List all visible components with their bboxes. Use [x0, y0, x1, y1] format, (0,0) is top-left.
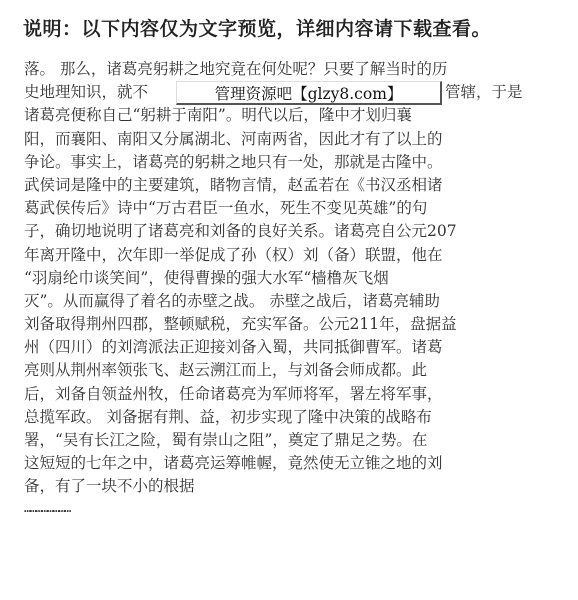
text-line: 这短短的七年之中，诸葛亮运筹帷幄，竟然使无立锥之地的刘 [24, 454, 443, 473]
text-line: 州（四川）的刘湾派法正迎接刘备入蜀，共同抵御曹军。诸葛 [24, 338, 443, 357]
text-line: 武侯词是隆中的主要建筑，睹物言情，赵孟若在《书汉丞相诸 [24, 175, 443, 194]
document-body [24, 58, 564, 515]
text-line: 后，刘备自领益州牧，任命诸葛亮为军师将军，署左将军事， [24, 384, 443, 403]
text-line: 葛武侯传后》诗中“万古君臣一鱼水，死生不变见英雄”的句 [24, 199, 428, 218]
text-line: 落。 那么，诸葛亮躬耕之地究竟在何处呢？只要了解当时的历 [24, 60, 448, 78]
text-line: 刘备取得荆州四郡，整顿赋税，充实军备。公元211年，盘据益 [24, 315, 457, 334]
text-line-tail: 管辖，于是 [445, 83, 523, 102]
text-line: 署，“吴有长江之险，蜀有崇山之阻”，奠定了鼎足之势。在 [24, 431, 428, 449]
text-line: 子，确切地说明了诸葛亮和刘备的良好关系。诸葛亮自公元207 [24, 222, 457, 241]
text-line: 灭”。从而赢得了着名的赤壁之战。 赤壁之战后，诸葛亮辅助 [24, 291, 440, 310]
text-line: 亮则从荆州率领张飞、赵云溯江而上，与刘备会师成都。此 [24, 361, 428, 380]
text-line: 诸葛亮便称自己“躬耕于南阳”。明代以后，隆中才划归襄 [24, 106, 412, 125]
watermark-banner: 管理资源吧【glzy8.com】 [176, 81, 442, 105]
text-line: 争论。事实上，诸葛亮的躬耕之地只有一处，那就是古隆中。 [24, 152, 443, 171]
text-line: “羽扇纶巾谈笑间”，使得曹操的强大水军“樯橹灰飞烟 [24, 268, 389, 287]
text-line-head: 史地理知识，就不 [24, 83, 149, 102]
text-line: 总揽军政。 刘备据有荆、益，初步实现了隆中决策的战略布 [24, 407, 432, 426]
text-line: 年离开隆中，次年即一举促成了孙（权）刘（备）联盟，他在 [24, 245, 443, 264]
text-line: 备，有了一块不小的根据 [24, 477, 195, 496]
text-line: 阳，而襄阳、南阳又分属湖北、河南两省，因此才有了以上的 [24, 129, 443, 148]
preview-notice: 说明：以下内容仅为文字预览，详细内容请下载查看。 [23, 18, 492, 40]
ellipsis-marker: …………………… [24, 500, 70, 515]
